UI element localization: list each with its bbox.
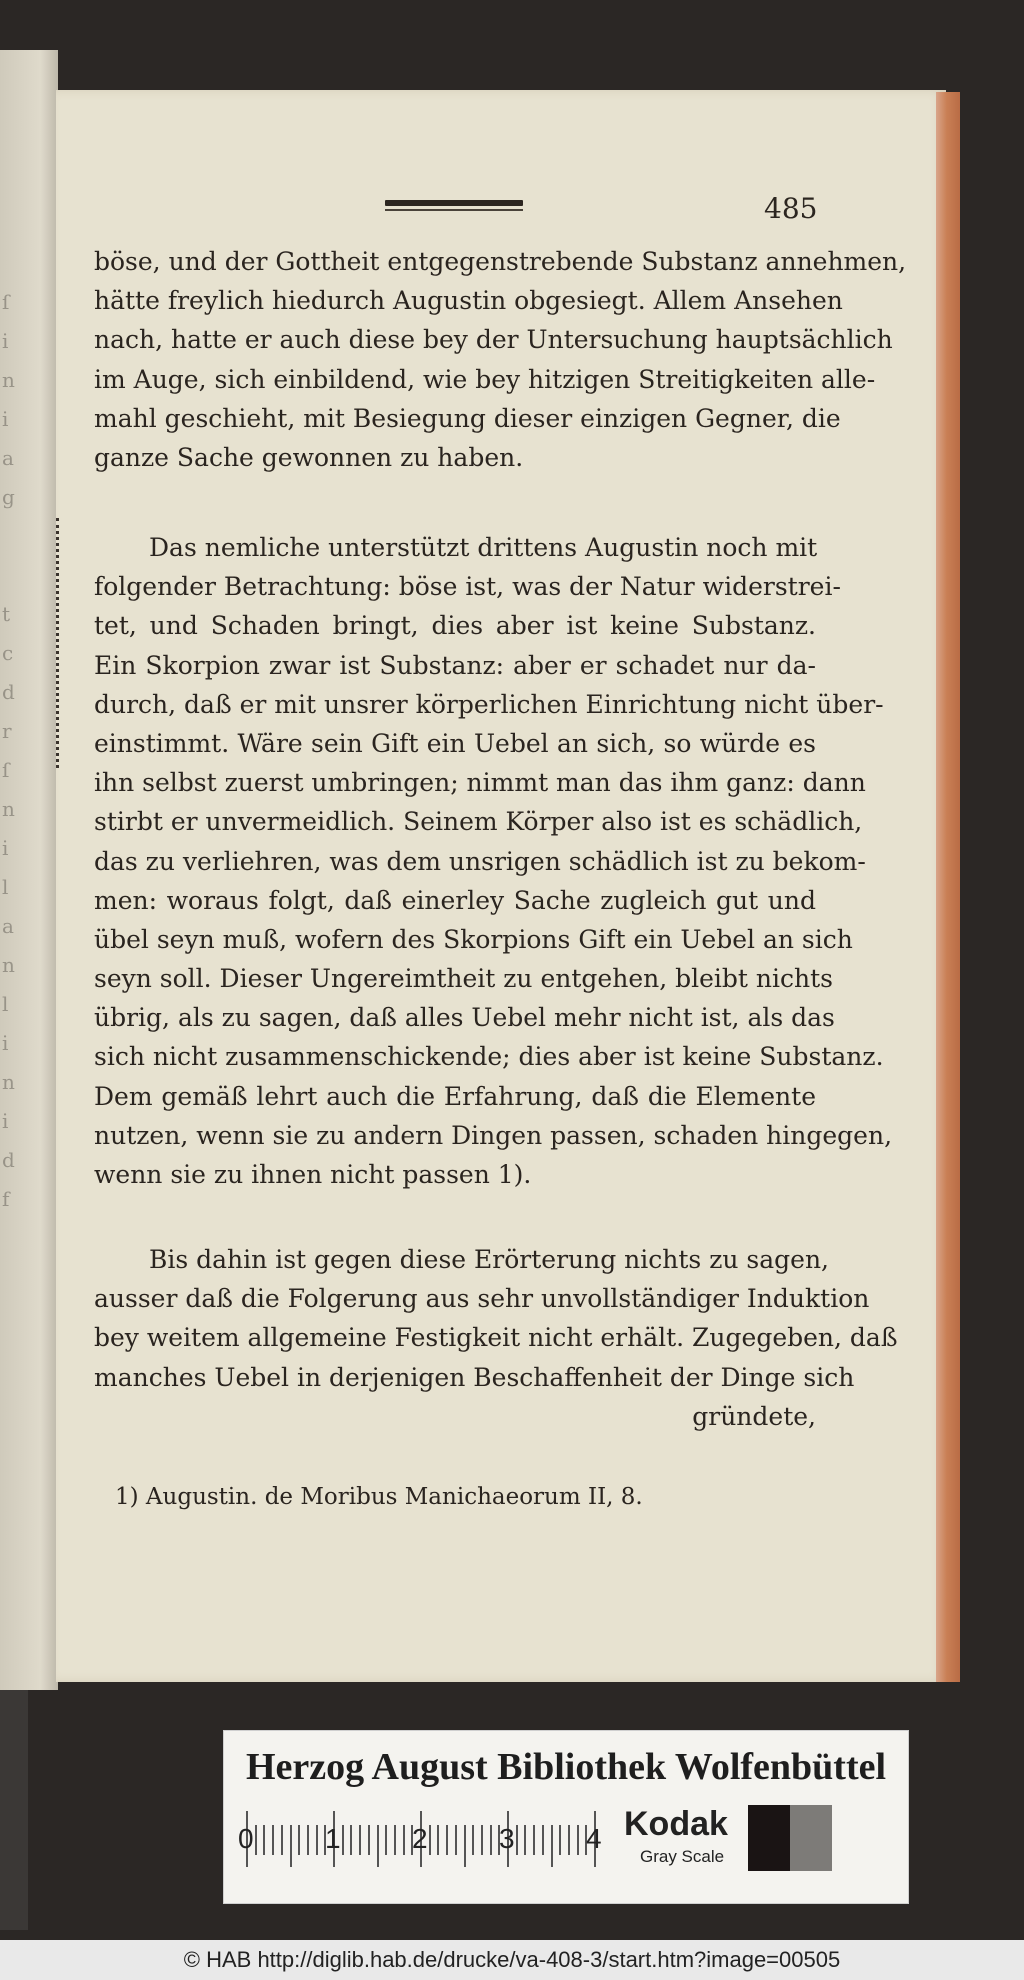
- text-line: seyn soll. Dieser Ungereimtheit zu entgehen, bleibt nichts: [94, 964, 833, 994]
- text-line: Bis dahin ist gegen diese Erörterung nichts zu sagen,: [149, 1245, 829, 1274]
- paragraph-2: [94, 528, 893, 1194]
- text-line: manches Uebel in derjenigen Beschaffenheit der Dinge sich: [94, 1362, 855, 1392]
- paragraph-3: [94, 1240, 898, 1397]
- ruler-tick: [481, 1825, 483, 1855]
- catchword: gründete,: [692, 1402, 816, 1431]
- text-line: einstimmt. Wäre sein Gift ein Uebel an sich, so würde es: [94, 728, 816, 758]
- ruler-tick: [568, 1825, 570, 1855]
- ruler-tick: [272, 1825, 274, 1855]
- kodak-logo: Kodak: [624, 1805, 728, 1843]
- ruler-tick: [577, 1825, 579, 1855]
- ruler-tick: [551, 1825, 553, 1867]
- text-line: übel seyn muß, wofern des Skorpions Gift ein Uebel an sich: [94, 924, 853, 954]
- text-line: nach, hatte er auch diese bey der Untersuchung hauptsächlich: [94, 325, 893, 355]
- text-line: im Auge, sich einbildend, wie bey hitzigen Streitigkeiten alle-: [94, 364, 876, 394]
- ruler-tick: [350, 1825, 352, 1855]
- ruler-tick: [490, 1825, 492, 1855]
- text-line: böse, und der Gottheit entgegenstrebende Substanz annehmen,: [94, 247, 907, 276]
- text-line: sich nicht zusammenschickende; dies aber ist keine Substanz.: [94, 1042, 884, 1072]
- ruler-number-4: 4: [586, 1823, 602, 1854]
- text-line: nutzen, wenn sie zu andern Dingen passen, schaden hingegen,: [94, 1120, 893, 1150]
- ruler-tick: [394, 1825, 396, 1855]
- ruler-tick: [298, 1825, 300, 1855]
- gray-swatch-black: [748, 1805, 790, 1871]
- previous-page-edge: [0, 50, 58, 1690]
- library-name: Herzog August Bibliothek Wolfenbüttel: [245, 1746, 887, 1788]
- ruler-number-1: 1: [325, 1823, 341, 1854]
- text-line: mahl geschieht, mit Besiegung dieser einzigen Gegner, die: [94, 403, 841, 433]
- ruler-tick: [533, 1825, 535, 1855]
- text-line: ganze Sache gewonnen zu haben.: [94, 442, 524, 472]
- ruler-tick: [316, 1825, 318, 1855]
- page-gilt-edge: [936, 92, 960, 1682]
- ruler-tick: [472, 1825, 474, 1855]
- text-line: bey weitem allgemeine Festigkeit nicht erhält. Zugegeben, daß: [94, 1323, 898, 1353]
- ruler-number-3: 3: [499, 1823, 515, 1854]
- ruler-tick: [359, 1825, 361, 1855]
- ruler-tick: [263, 1825, 265, 1855]
- text-line: men: woraus folgt, daß einerley Sache zugleich gut und: [94, 885, 816, 915]
- ruler-tick: [377, 1825, 379, 1867]
- text-line: Dem gemäß lehrt auch die Erfahrung, daß die Elemente: [94, 1081, 816, 1111]
- ruler-number-2: 2: [412, 1823, 428, 1854]
- margin-dotted-mark: [56, 518, 62, 768]
- previous-page-cover: [0, 1690, 28, 1930]
- ruler-tick: [542, 1825, 544, 1855]
- ruler-tick: [559, 1825, 561, 1855]
- footnote: 1) Augustin. de Moribus Manichaeorum II, 8.: [115, 1484, 643, 1510]
- ruler-tick: [516, 1825, 518, 1855]
- text-line: wenn sie zu ihnen nicht passen 1).: [94, 1160, 532, 1189]
- paragraph-1: [94, 242, 907, 477]
- ruler-tick: [307, 1825, 309, 1855]
- text-line: das zu verliehren, was dem unsrigen schädlich ist zu bekom-: [94, 846, 866, 876]
- ruler-tick: [255, 1825, 257, 1855]
- ruler-tick: [429, 1825, 431, 1855]
- ruler-tick: [455, 1825, 457, 1855]
- ruler-tick: [290, 1825, 292, 1867]
- text-line: ihn selbst zuerst umbringen; nimmt man das ihm ganz: dann: [94, 768, 866, 798]
- text-line: hätte freylich hiedurch Augustin obgesiegt. Allem Ansehen: [94, 286, 843, 316]
- color-scale-target: [223, 1730, 909, 1904]
- ruler-tick: [524, 1825, 526, 1855]
- text-line: ausser daß die Folgerung aus sehr unvollständiger Induktion: [94, 1284, 870, 1314]
- ruler-tick: [437, 1825, 439, 1855]
- ruler-tick: [342, 1825, 344, 1855]
- ruler-tick: [464, 1825, 466, 1867]
- ruler-number-0: 0: [238, 1823, 254, 1854]
- text-line: tet, und Schaden bringt, dies aber ist keine Substanz.: [94, 611, 816, 641]
- ruler-tick: [281, 1825, 283, 1855]
- text-line: stirbt er unvermeidlich. Seinem Körper also ist es schädlich,: [94, 807, 863, 837]
- text-line: durch, daß er mit unsrer körperlichen Einrichtung nicht über-: [94, 689, 884, 719]
- text-line: Das nemliche unterstützt drittens Augustin noch mit: [149, 533, 818, 562]
- text-line: übrig, als zu sagen, daß alles Uebel mehr nicht ist, als das: [94, 1003, 835, 1033]
- text-line: Ein Skorpion zwar ist Substanz: aber er schadet nur da-: [94, 650, 816, 680]
- gray-scale-label: Gray Scale: [640, 1847, 725, 1866]
- copyright-footer: © HAB http://diglib.hab.de/drucke/va-408-3/start.htm?image=00505: [0, 1940, 1024, 1980]
- gray-swatch-mid: [790, 1805, 832, 1871]
- ruler-tick: [403, 1825, 405, 1855]
- previous-page-glyphs: ſ i n i a g t c d r ſ n i l a n l i n i d f: [2, 290, 15, 1211]
- text-line: folgender Betrachtung: böse ist, was der Natur widerstrei-: [94, 572, 841, 602]
- gray-swatch-white: [832, 1805, 876, 1871]
- ruler-tick: [446, 1825, 448, 1855]
- page-number: 485: [764, 192, 818, 225]
- catchword-block: [94, 1397, 816, 1436]
- ruler-tick: [368, 1825, 370, 1855]
- ruler-tick: [385, 1825, 387, 1855]
- header-rule: [385, 200, 523, 206]
